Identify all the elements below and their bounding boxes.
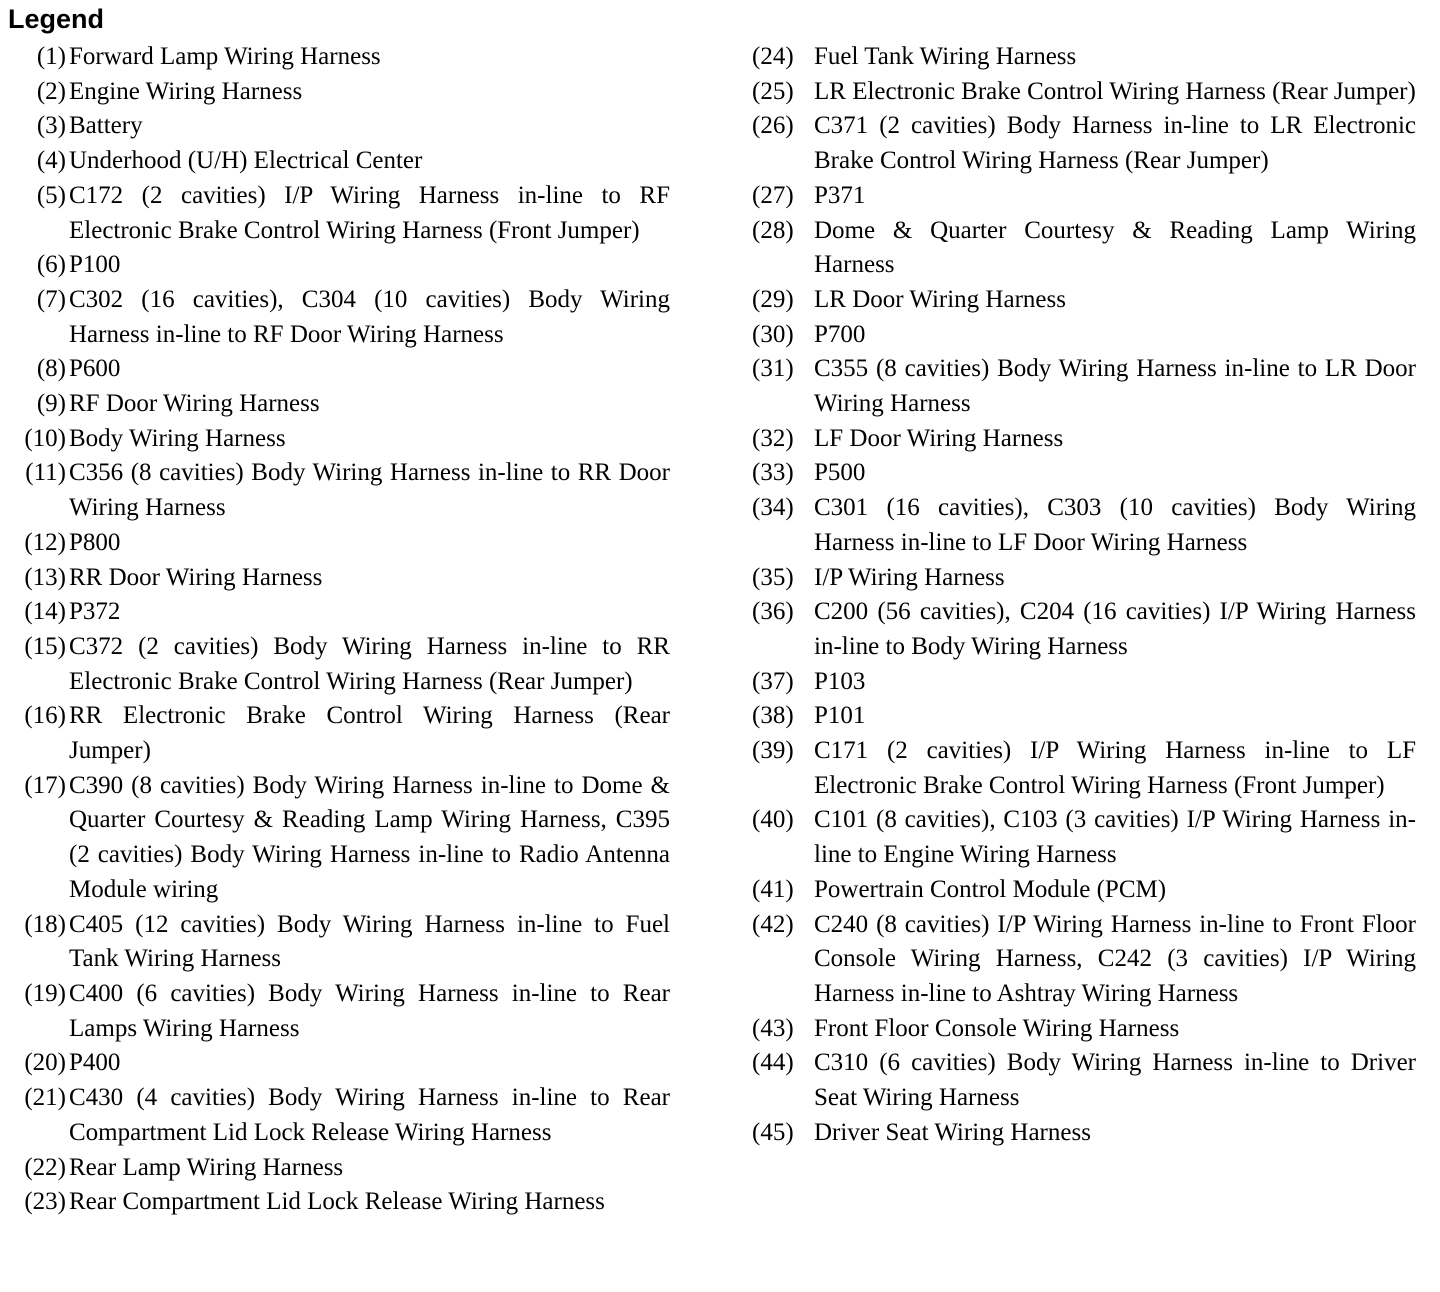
legend-item-text: Rear Compartment Lid Lock Release Wiring Harness [69, 1188, 605, 1216]
legend-item [6, 144, 670, 179]
legend-item-number: (25) [752, 77, 794, 105]
legend-item-text: C200 (56 cavities), C204 (16 cavities) I/P Wiring Harness in-line to Body Wiring Harness [814, 598, 1416, 660]
legend-item [6, 977, 670, 1046]
legend-item [752, 1012, 1416, 1047]
legend-item-text: Body Wiring Harness [69, 424, 286, 452]
legend-item-number: (17) [24, 771, 66, 799]
legend-item-number: (7) [36, 285, 66, 313]
legend-item-text: C302 (16 cavities), C304 (10 cavities) Body Wiring Harness in-line to RF Door Wiring Harness [69, 285, 670, 348]
legend-item [6, 1081, 670, 1150]
legend-item-text: Underhood (U/H) Electrical Center [69, 147, 423, 175]
legend-item-number: (15) [24, 632, 66, 660]
legend-item-text: C405 (12 cavities) Body Wiring Harness in-line to Fuel Tank Wiring Harness [69, 910, 670, 973]
legend-item [6, 1185, 670, 1220]
legend-item [6, 109, 670, 144]
legend-item-text: C400 (6 cavities) Body Wiring Harness in-line to Rear Lamps Wiring Harness [69, 979, 670, 1042]
legend-item [752, 595, 1416, 664]
legend-item-number: (3) [36, 112, 66, 140]
legend-item-number: (13) [24, 563, 66, 591]
legend-list-left [6, 40, 670, 1220]
legend-item-text: Driver Seat Wiring Harness [814, 1118, 1091, 1146]
legend-item [752, 214, 1416, 283]
legend-item-number: (43) [752, 1014, 794, 1042]
legend-item-text: LR Electronic Brake Control Wiring Harness (Rear Jumper) [814, 77, 1416, 105]
legend-item-number: (36) [752, 598, 794, 626]
legend-item [752, 491, 1416, 560]
legend-item [6, 456, 670, 525]
legend-item [752, 318, 1416, 353]
legend-item [752, 179, 1416, 214]
legend-item-number: (34) [752, 494, 794, 522]
legend-item-text: Fuel Tank Wiring Harness [814, 43, 1077, 70]
legend-item [752, 352, 1416, 421]
legend-item-text: P700 [814, 320, 866, 348]
legend-title: Legend [8, 4, 105, 34]
legend-item [6, 352, 670, 387]
legend-item [752, 873, 1416, 908]
legend-item-text: P800 [69, 528, 121, 556]
legend-item-text: P372 [69, 598, 121, 626]
legend-item [6, 699, 670, 768]
legend-item [6, 75, 670, 110]
legend-item-text: P600 [69, 355, 121, 383]
legend-item [752, 422, 1416, 457]
legend-list-right [752, 40, 1416, 1151]
legend-item [6, 908, 670, 977]
legend-item [752, 75, 1416, 110]
legend-item-number: (12) [24, 528, 66, 556]
legend-item-text: Battery [69, 112, 143, 140]
legend-item-number: (44) [752, 1049, 794, 1077]
legend-item [752, 803, 1416, 872]
legend-item [752, 109, 1416, 178]
legend-item [752, 40, 1416, 75]
legend-item-number: (24) [752, 43, 794, 70]
legend-item-number: (32) [752, 424, 794, 452]
legend-item [6, 1151, 670, 1186]
legend-item-text: C355 (8 cavities) Body Wiring Harness in-line to LR Door Wiring Harness [814, 355, 1416, 418]
legend-item-number: (10) [24, 424, 66, 452]
legend-item-text: C310 (6 cavities) Body Wiring Harness in-line to Driver Seat Wiring Harness [814, 1049, 1416, 1112]
legend-item-text: C372 (2 cavities) Body Wiring Harness in-line to RR Electronic Brake Control Wiring Harness (Rear Jumper) [69, 632, 670, 695]
legend-item-number: (14) [24, 598, 66, 626]
legend-item-number: (37) [752, 667, 794, 695]
legend-item-text: P103 [814, 667, 866, 695]
legend-item [752, 561, 1416, 596]
legend-item-number: (1) [36, 43, 66, 70]
legend-item [6, 283, 670, 352]
legend-item-number: (30) [752, 320, 794, 348]
legend-item-text: Forward Lamp Wiring Harness [69, 43, 381, 70]
legend-item-text: C240 (8 cavities) I/P Wiring Harness in-line to Front Floor Console Wiring Harness, C242 (3 cavities) I/P Wiring Harness in-line to Ashtray Wiring Harness [814, 910, 1416, 1007]
legend-item [6, 526, 670, 561]
legend-item-number: (42) [752, 910, 794, 938]
legend-item-text: Engine Wiring Harness [69, 77, 303, 105]
legend-item-text: P400 [69, 1049, 121, 1077]
legend-item-text: P371 [814, 181, 866, 209]
legend-item-text: C101 (8 cavities), C103 (3 cavities) I/P Wiring Harness in-line to Engine Wiring Harness [814, 806, 1416, 869]
legend-item-number: (33) [752, 459, 794, 487]
legend-item [752, 283, 1416, 318]
legend-item [752, 908, 1416, 1012]
legend-item-number: (6) [36, 251, 66, 279]
legend-item-text: P100 [69, 251, 121, 279]
legend-item-text: C172 (2 cavities) I/P Wiring Harness in-line to RF Electronic Brake Control Wiring Harness (Front Jumper) [69, 181, 670, 244]
legend-item-number: (9) [36, 390, 66, 418]
legend-item-text: RR Door Wiring Harness [69, 563, 323, 591]
legend-item-text: C430 (4 cavities) Body Wiring Harness in-line to Rear Compartment Lid Lock Release Wiring Harness [69, 1084, 670, 1146]
legend-item [6, 595, 670, 630]
legend-item-text: Front Floor Console Wiring Harness [814, 1014, 1180, 1042]
legend-item-number: (16) [24, 702, 66, 730]
legend-item-text: LF Door Wiring Harness [814, 424, 1064, 452]
legend-item-number: (4) [36, 147, 66, 175]
legend-item [752, 699, 1416, 734]
legend-item [752, 1116, 1416, 1151]
legend-item-text: C371 (2 cavities) Body Harness in-line to LR Electronic Brake Control Wiring Harness (Rear Jumper) [814, 112, 1416, 175]
legend-item [6, 630, 670, 699]
legend-item-number: (22) [24, 1153, 66, 1181]
legend-item-number: (28) [752, 216, 794, 244]
legend-item-text: C356 (8 cavities) Body Wiring Harness in-line to RR Door Wiring Harness [69, 459, 670, 522]
legend-item-number: (31) [752, 355, 794, 383]
legend-item [752, 734, 1416, 803]
legend-item-text: RF Door Wiring Harness [69, 390, 320, 418]
legend-item [6, 387, 670, 422]
legend-item [6, 769, 670, 908]
legend-item-number: (41) [752, 875, 794, 903]
legend-item-number: (45) [752, 1118, 794, 1146]
legend-item-number: (20) [24, 1049, 66, 1077]
legend-item-number: (23) [24, 1188, 66, 1216]
legend-item-number: (21) [24, 1084, 66, 1112]
legend-item-number: (38) [752, 702, 794, 730]
legend-item-number: (5) [36, 181, 66, 209]
legend-item [752, 1046, 1416, 1115]
legend-item [752, 456, 1416, 491]
legend-item [6, 40, 670, 75]
legend-item [752, 665, 1416, 700]
legend-item-number: (40) [752, 806, 794, 834]
legend-item [6, 179, 670, 248]
legend-item [6, 1046, 670, 1081]
legend-item-text: C171 (2 cavities) I/P Wiring Harness in-line to LF Electronic Brake Control Wiring Harness (Front Jumper) [814, 737, 1416, 799]
legend-item-text: C390 (8 cavities) Body Wiring Harness in-line to Dome & Quarter Courtesy & Reading Lamp Wiring Harness, C395 (2 cavities) Body Wiring Harness in-line to Radio Antenna Module wiring [69, 771, 670, 903]
legend-item-number: (27) [752, 181, 794, 209]
legend-item-number: (26) [752, 112, 794, 140]
legend-item-number: (18) [24, 910, 66, 938]
legend-item [6, 561, 670, 596]
legend-item-number: (35) [752, 563, 794, 591]
legend-item [6, 248, 670, 283]
legend-item-number: (8) [36, 355, 66, 383]
legend-item-number: (39) [752, 737, 794, 765]
legend-item-number: (11) [25, 459, 66, 487]
legend-item-text: RR Electronic Brake Control Wiring Harness (Rear Jumper) [69, 702, 670, 765]
legend-item-text: Rear Lamp Wiring Harness [69, 1153, 344, 1181]
legend-item-text: P500 [814, 459, 866, 487]
legend-item-text: LR Door Wiring Harness [814, 285, 1066, 313]
legend-item-text: I/P Wiring Harness [814, 563, 1005, 591]
legend-item-text: Dome & Quarter Courtesy & Reading Lamp Wiring Harness [814, 216, 1416, 279]
legend-item-number: (29) [752, 285, 794, 313]
legend-item-text: Powertrain Control Module (PCM) [814, 875, 1167, 903]
legend-item-text: P101 [814, 702, 866, 730]
legend-item-number: (2) [36, 77, 66, 105]
legend-item-text: C301 (16 cavities), C303 (10 cavities) Body Wiring Harness in-line to LF Door Wiring Harness [814, 494, 1416, 556]
legend-item [6, 422, 670, 457]
legend-item-number: (19) [24, 979, 66, 1007]
